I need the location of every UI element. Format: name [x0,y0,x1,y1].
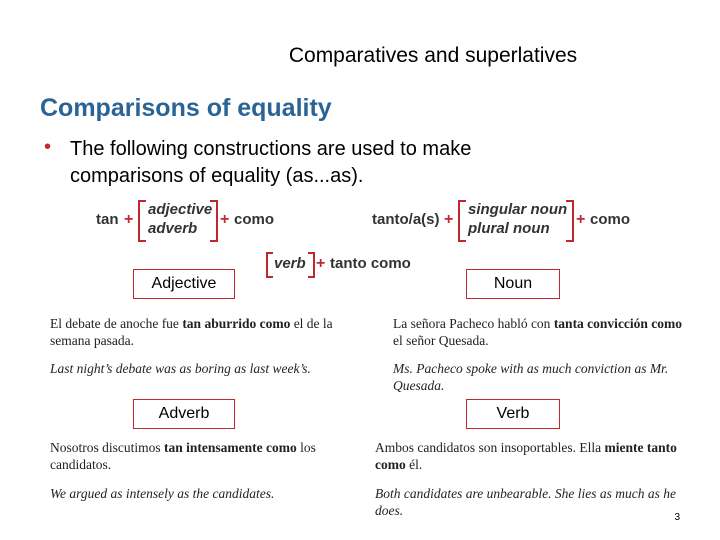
noun-box: Noun [466,269,560,299]
plus-sign: + [220,211,230,228]
verb-box: Verb [466,399,560,429]
formula-adverb: adverb [148,220,198,237]
formula-tan: tan [96,211,119,228]
noun-example-spanish: La señora Pacheco habló con tanta convicción como el señor Quesada. [393,316,683,348]
formula-plural-noun: plural noun [468,220,550,237]
formula-adjective-adverb [96,200,276,244]
formula-noun [372,200,642,244]
formula-verb [266,252,426,280]
adjective-example-spanish: El debate de anoche fue tan aburrido como el de la semana pasada. [50,316,333,348]
adverb-example-english: We argued as intensely as the candidates. [50,486,275,501]
bullet-text: The following constructions are used to make comparisons of equality (as...as). [70,138,472,187]
slide-title: Comparatives and superlatives [288,44,578,67]
section-heading: Comparisons of equality [40,94,332,122]
bracket-left [266,252,273,278]
plus-sign: + [576,211,586,228]
formula-como: como [590,211,631,228]
formula-como: como [234,211,275,228]
plus-sign: + [444,211,454,228]
bracket-right [566,200,574,242]
bracket-left [458,200,466,242]
bracket-right [210,200,218,242]
noun-example-english: Ms. Pacheco spoke with as much conviction as Mr. Quesada. [393,361,669,393]
verb-example-english: Both candidates are unbearable. She lies as much as he does. [375,486,676,518]
formula-tanto-como: tanto como [330,255,411,272]
adjective-box: Adjective [133,269,235,299]
formula-adjective: adjective [148,201,213,218]
bullet-dot: • [44,136,52,158]
adverb-example-spanish: Nosotros discutimos tan intensamente como los candidatos. [50,440,316,472]
adverb-box: Adverb [133,399,235,429]
formula-verb-word: verb [274,255,306,272]
formula-tanto: tanto/a(s) [372,211,440,228]
bracket-right [308,252,315,278]
formula-singular-noun: singular noun [468,201,568,218]
plus-sign: + [124,211,134,228]
plus-sign: + [316,255,326,272]
adjective-example-english: Last night’s debate was as boring as last week’s. [50,361,311,376]
verb-example-spanish: Ambos candidatos son insoportables. Ella miente tanto como él. [375,440,677,472]
page-number: 3 [674,512,680,523]
bracket-left [138,200,146,242]
